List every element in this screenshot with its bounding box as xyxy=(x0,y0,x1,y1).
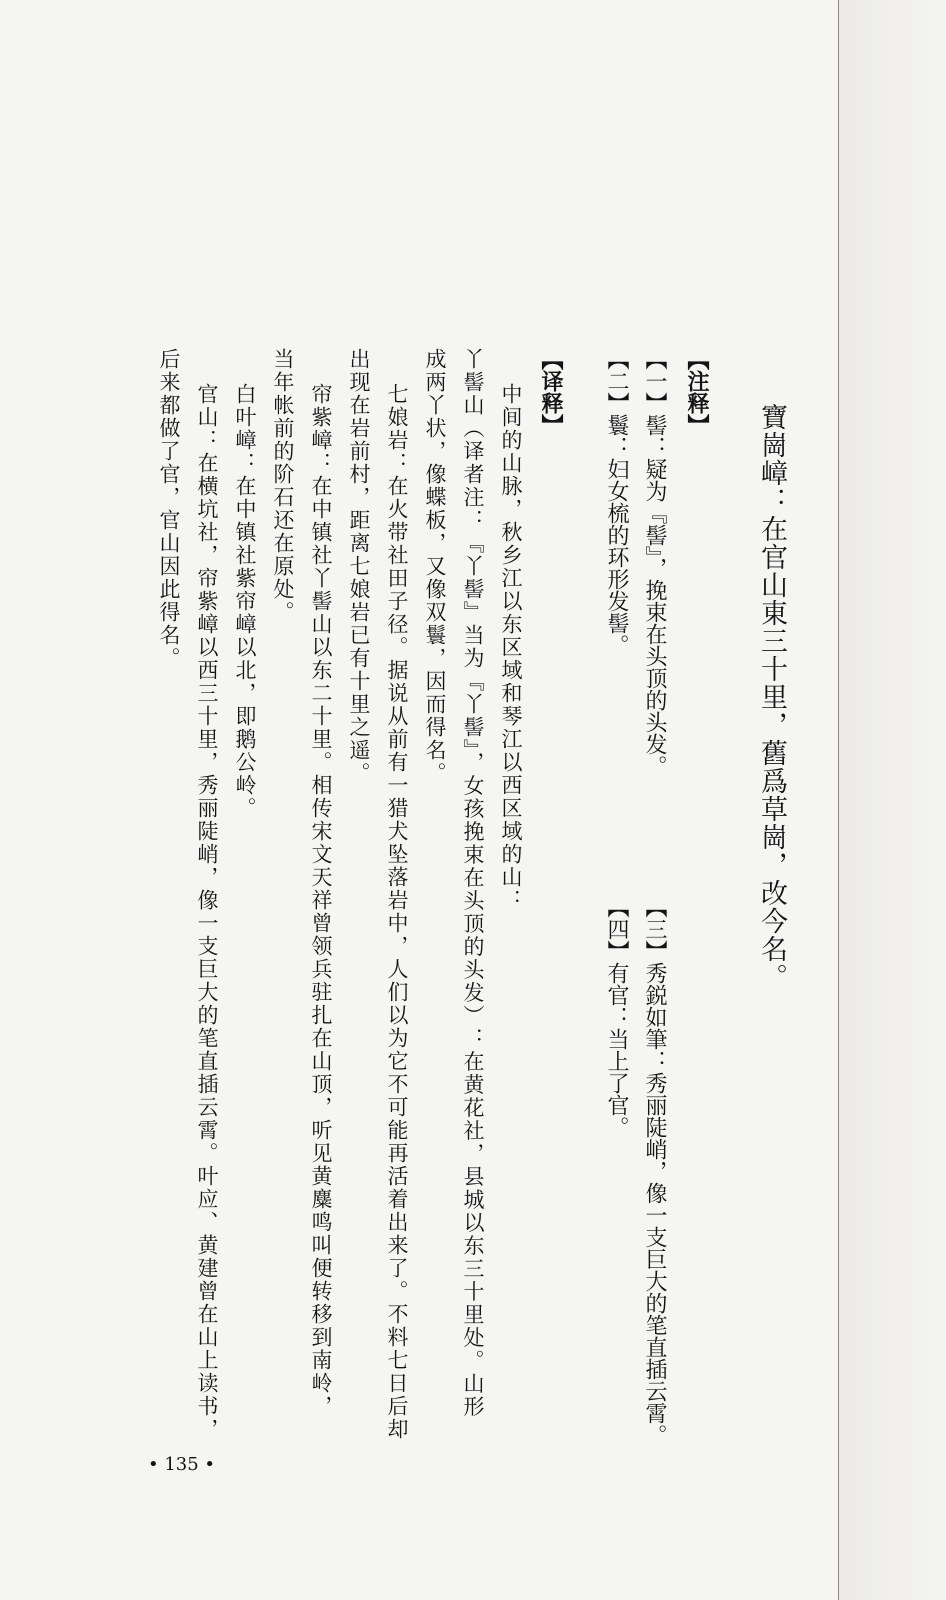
translation-line: 白叶嶂：在中镇社紫帘嶂以北，即鹅公岭。 xyxy=(233,383,257,820)
translation-line: 成两丫状，像蝶板，又像双鬟，因而得名。 xyxy=(423,348,447,785)
translation-line: 七娘岩：在火带社田子径。据说从前有一猎犬坠落岩中，人们以为它不可能再活着出来了。不料七日后却 xyxy=(385,383,409,1441)
translation-line: 当年帐前的阶石还在原处。 xyxy=(271,348,295,624)
translation-line: 后来都做了官，官山因此得名。 xyxy=(157,348,181,670)
page-edge-line xyxy=(838,0,839,1600)
translation-line: 帘紫嶂：在中镇社丫髻山以东二十里。相传宋文天祥曾领兵驻扎在山顶，听见黄麋鸣叫便转移到南岭， xyxy=(309,383,333,1418)
translation-line: 出现在岩前村，距离七娘岩已有十里之遥。 xyxy=(347,348,371,785)
note-3: 【三】秀鋭如筆：秀丽陡峭，像一支巨大的笔直插云霄。 xyxy=(642,896,667,1446)
translation-line: 中间的山脉，秋乡江以东区域和琴江以西区域的山： xyxy=(499,383,523,912)
note-1: 【一】髻：疑为『髻』，挽束在头顶的头发。 xyxy=(642,348,667,777)
page-number: • 135 • xyxy=(148,1454,216,1475)
page-edge-shade xyxy=(839,0,946,1600)
note-2: 【二】鬟：妇女梳的环形发髻。 xyxy=(604,348,629,656)
note-4: 【四】有官：当上了官。 xyxy=(604,896,629,1138)
translation-line: 官山：在横坑社，帘紫嶂以西三十里，秀丽陡峭，像一支巨大的笔直插云霄。叶应、黄建曾在山上读书， xyxy=(195,383,219,1441)
entry-heading: 寶崗嶂：在官山東三十里，舊爲草崗，改今名。 xyxy=(756,403,787,991)
notes-title: 【注释】 xyxy=(684,348,710,436)
translation-line: 丫髻山（译者注：『丫髻』当为『丫髻』，女孩挽束在头顶的头发）：在黄花社，县城以东三十里处。山形 xyxy=(461,348,485,1419)
translation-title: 【译释】 xyxy=(538,348,564,436)
